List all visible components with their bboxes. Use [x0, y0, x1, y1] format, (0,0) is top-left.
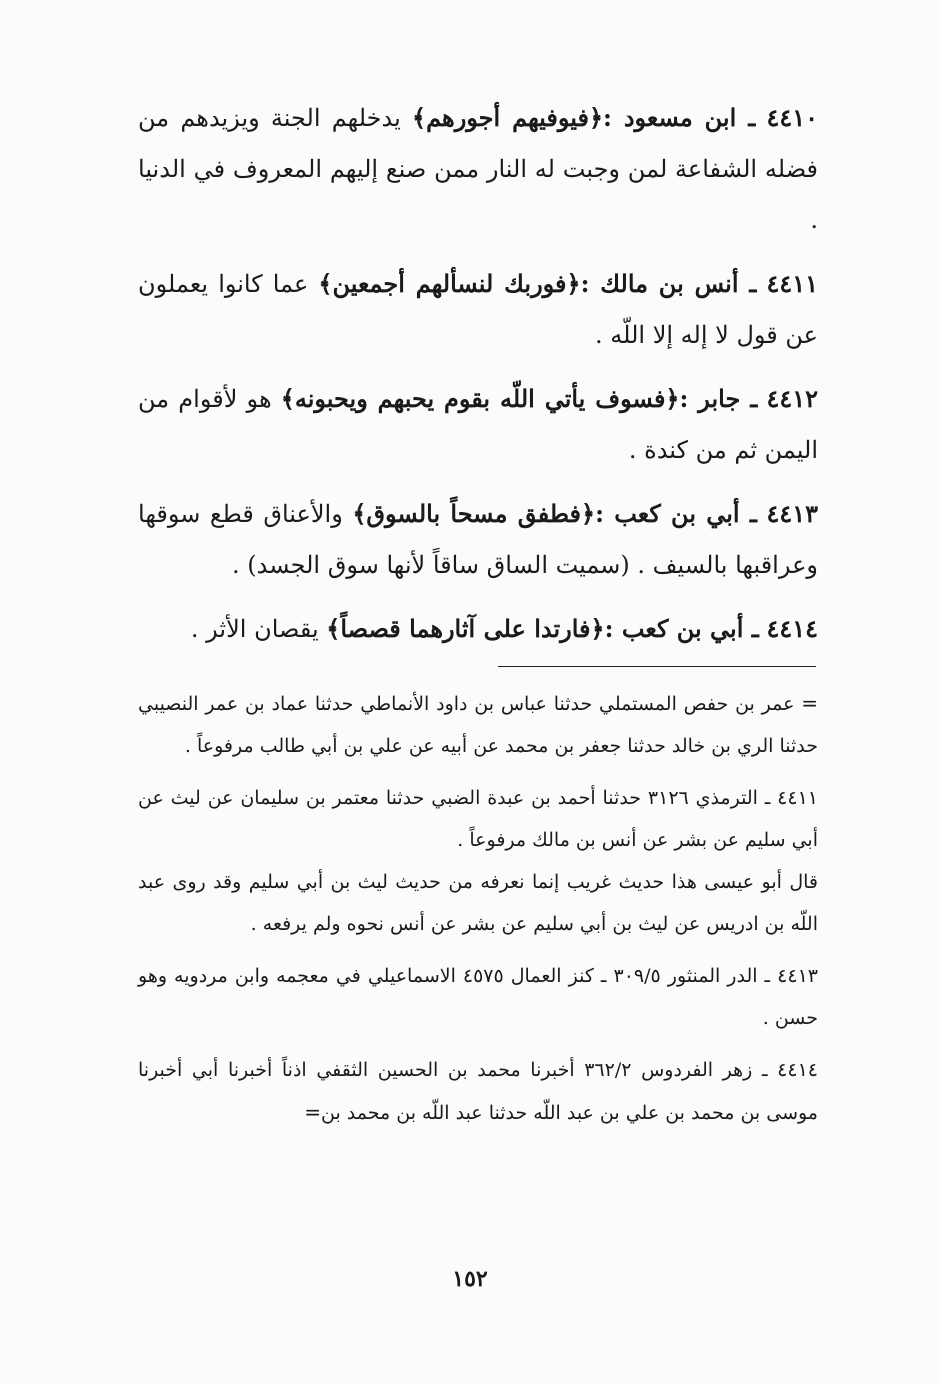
footnote-continuation [138, 682, 818, 767]
entry-quote: ﴿فطفق مسحاً بالسوق﴾ [352, 499, 596, 528]
entry-number: ٤٤١١ [766, 269, 819, 298]
entry-text: يقصان الأثر . [190, 615, 319, 643]
entry-narrator: أنس بن مالك [600, 269, 739, 298]
footnote-text: ٤٤١٣ ـ الدر المنثور ٣٠٩/٥ ـ كنز العمال ٤٥٧٥ الاسماعيلي في معجمه وابن مردويه وهو حسن . [138, 965, 818, 1029]
entry-number: ٤٤١٣ [766, 499, 818, 528]
footnote-4413 [138, 955, 818, 1039]
entry-4412: ٤٤١٢ ـ جابر :﴿فسوف يأتي اللّه بقوم يحبهم ويحبونه﴾ هو لأقوام من اليمن ثم من كندة . [138, 384, 818, 464]
entry-quote: ﴿فسوف يأتي اللّه بقوم يحبهم ويحبونه﴾ [280, 384, 680, 413]
footnote-text: عمر بن حفص المستملي حدثنا عباس بن داود الأنماطي حدثنا عماد بن عمر النصيبي حدثنا الري بن خالد حدثنا جعفر بن محمد عن أبيه عن علي بن أبي طالب مرفوعاً . [138, 693, 818, 757]
continuation-mark: = [304, 1100, 321, 1124]
entry-4413: ٤٤١٣ ـ أبي بن كعب :﴿فطفق مسحاً بالسوق﴾ والأعناق قطع سوقها وعراقبها بالسيف . (سميت الساق ساقاً لأنها سوق الجسد) . [138, 499, 818, 579]
entry-narrator: ابن مسعود [623, 103, 737, 132]
entry-4414: ٤٤١٤ ـ أبي بن كعب :﴿فارتدا على آثارهما قصصاً﴾ يقصان الأثر . [190, 614, 818, 643]
entry-quote: ﴿فوربك لنسألهم أجمعين﴾ [318, 269, 581, 298]
footnotes [138, 682, 818, 1144]
footnote-separator [498, 666, 816, 667]
entry-narrator: أبي بن كعب [614, 499, 740, 528]
entry-quote: ﴿فارتدا على آثارهما قصصاً﴾ [326, 614, 605, 643]
footnote-4414 [138, 1049, 818, 1134]
main-text [138, 92, 818, 667]
footnote-text: قال أبو عيسى هذا حديث غريب إنما نعرفه من حديث ليث بن أبي سليم وقد روى عبد اللّه بن ادريس عن ليث بن أبي سليم عن بشر عن أنس نحوه ولم يرفعه . [138, 871, 818, 935]
continuation-mark: = [801, 691, 818, 715]
entry-narrator: جابر [698, 384, 741, 413]
entry-text: عما كانوا يعملون عن قول لا إله إلا اللّه . [138, 270, 818, 349]
entry-quote: ﴿فيوفيهم أجورهم﴾ [412, 103, 604, 132]
footnote-4411 [138, 777, 818, 861]
page-number: ١٥٢ [452, 1266, 488, 1292]
footnote-text: ٤٤١١ ـ الترمذي ٣١٢٦ حدثنا أحمد بن عبدة الضبي حدثنا معتمر بن سليمان عن ليث عن أبي سليم عن بشر عن أنس بن مالك مرفوعاً . [138, 787, 818, 851]
entry-text: والأعناق قطع سوقها وعراقبها بالسيف . (سميت الساق ساقاً لأنها سوق الجسد) . [138, 500, 818, 579]
entry-number: ٤٤١٤ [766, 614, 818, 643]
entry-number: ٤٤١٠ [766, 103, 818, 132]
entry-narrator: أبي بن كعب [621, 614, 744, 643]
entry-4410: ٤٤١٠ ـ ابن مسعود :﴿فيوفيهم أجورهم﴾ يدخلهم الجنة ويزيدهم من فضله الشفاعة لمن وجبت له النار ممن صنع إليهم المعروف في الدنيا . [138, 103, 818, 234]
entry-number: ٤٤١٢ [766, 384, 818, 413]
footnote-text: ٤٤١٤ ـ زهر الفردوس ٣٦٢/٢ أخبرنا محمد بن الحسين الثقفي اذناً أخبرنا أبي أخبرنا موسى بن محمد بن علي بن عبد اللّه حدثنا عبد اللّه بن محمد بن [138, 1059, 818, 1124]
entry-text: يدخلهم الجنة ويزيدهم من فضله الشفاعة لمن وجبت له النار ممن صنع إليهم المعروف في الدنيا . [138, 104, 818, 234]
entry-4411: ٤٤١١ ـ أنس بن مالك :﴿فوربك لنسألهم أجمعين﴾ عما كانوا يعملون عن قول لا إله إلا اللّه . [138, 269, 819, 349]
entry-text: هو لأقوام من اليمن ثم من كندة . [138, 385, 818, 464]
footnote-4411-comment [138, 861, 818, 945]
